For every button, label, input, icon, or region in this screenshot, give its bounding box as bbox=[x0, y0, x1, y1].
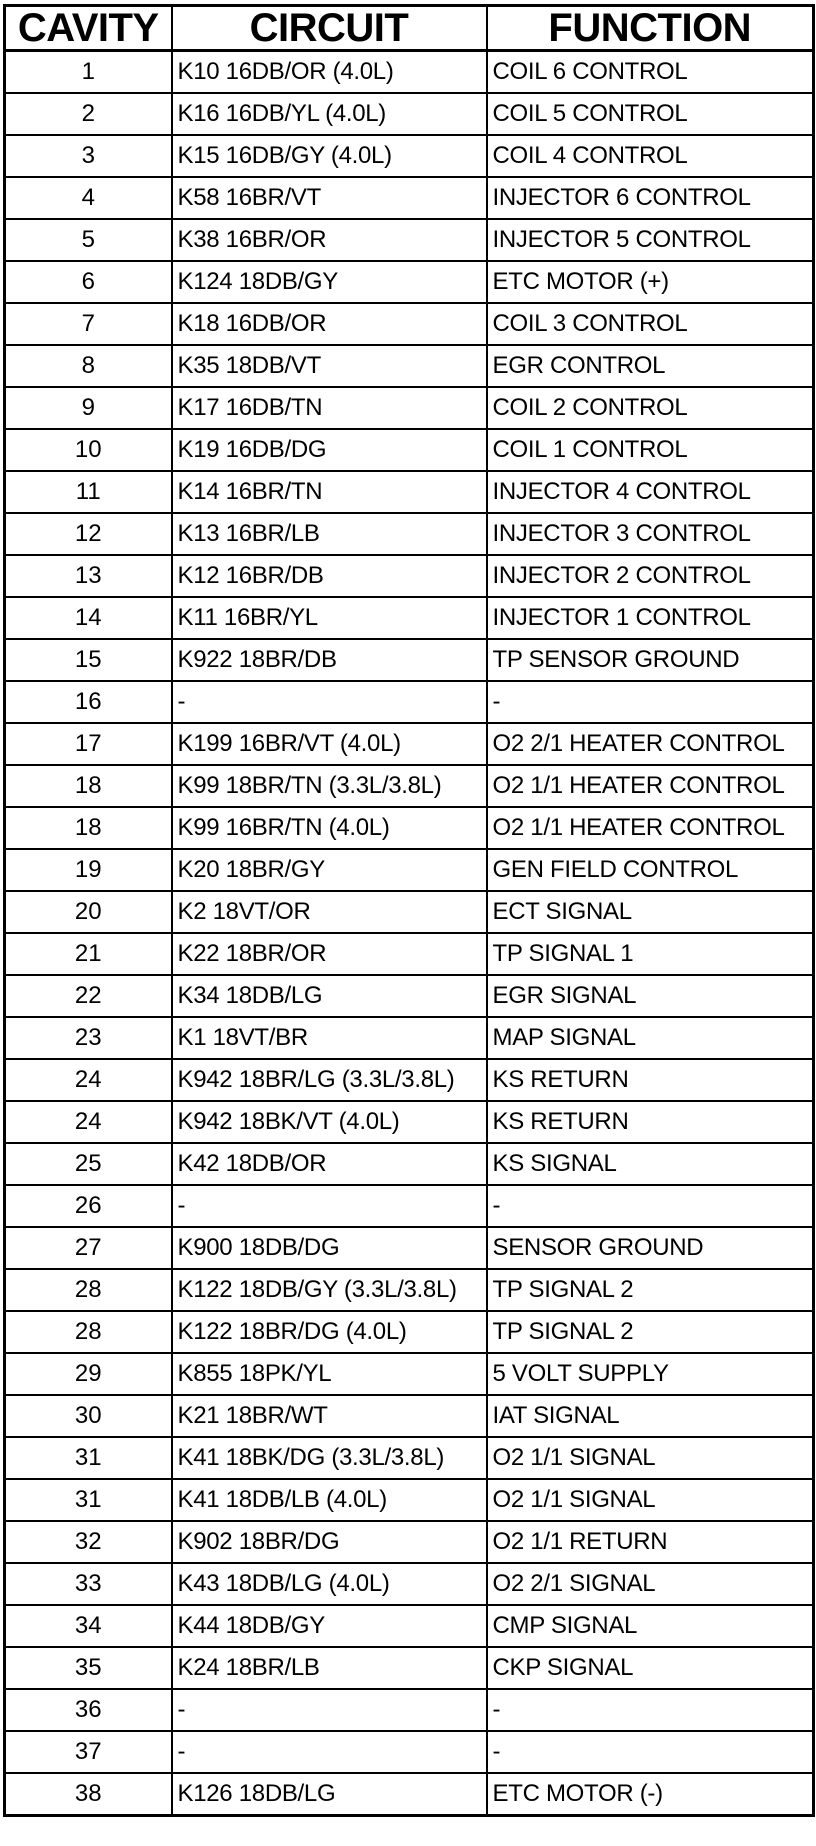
circuit-cell: K942 18BK/VT (4.0L) bbox=[172, 1101, 487, 1143]
function-cell: O2 1/1 HEATER CONTROL bbox=[487, 765, 814, 807]
circuit-cell: K19 16DB/DG bbox=[172, 429, 487, 471]
function-cell: ECT SIGNAL bbox=[487, 891, 814, 933]
function-cell: TP SIGNAL 2 bbox=[487, 1311, 814, 1353]
cavity-cell: 15 bbox=[5, 639, 172, 681]
cavity-cell: 31 bbox=[5, 1479, 172, 1521]
cavity-cell: 22 bbox=[5, 975, 172, 1017]
table-row bbox=[5, 1563, 814, 1605]
table-row bbox=[5, 807, 814, 849]
function-cell: INJECTOR 2 CONTROL bbox=[487, 555, 814, 597]
function-cell: COIL 4 CONTROL bbox=[487, 135, 814, 177]
table-row bbox=[5, 1017, 814, 1059]
table-row bbox=[5, 1101, 814, 1143]
circuit-cell: K855 18PK/YL bbox=[172, 1353, 487, 1395]
circuit-cell: K99 18BR/TN (3.3L/3.8L) bbox=[172, 765, 487, 807]
function-cell: IAT SIGNAL bbox=[487, 1395, 814, 1437]
function-cell: O2 2/1 SIGNAL bbox=[487, 1563, 814, 1605]
function-cell: O2 1/1 HEATER CONTROL bbox=[487, 807, 814, 849]
function-cell: EGR SIGNAL bbox=[487, 975, 814, 1017]
table-row bbox=[5, 1395, 814, 1437]
circuit-cell: - bbox=[172, 1689, 487, 1731]
cavity-cell: 28 bbox=[5, 1311, 172, 1353]
table-row bbox=[5, 1143, 814, 1185]
circuit-cell: K18 16DB/OR bbox=[172, 303, 487, 345]
circuit-cell: - bbox=[172, 681, 487, 723]
circuit-cell: K16 16DB/YL (4.0L) bbox=[172, 93, 487, 135]
table-row bbox=[5, 1185, 814, 1227]
cavity-cell: 1 bbox=[5, 51, 172, 94]
cavity-cell: 3 bbox=[5, 135, 172, 177]
table-row bbox=[5, 891, 814, 933]
cavity-column-header: CAVITY bbox=[5, 6, 172, 51]
cavity-cell: 29 bbox=[5, 1353, 172, 1395]
cavity-cell: 18 bbox=[5, 807, 172, 849]
cavity-cell: 27 bbox=[5, 1227, 172, 1269]
cavity-cell: 17 bbox=[5, 723, 172, 765]
circuit-cell: K21 18BR/WT bbox=[172, 1395, 487, 1437]
table-row bbox=[5, 555, 814, 597]
table-row bbox=[5, 1731, 814, 1773]
function-cell: - bbox=[487, 1689, 814, 1731]
circuit-cell: K922 18BR/DB bbox=[172, 639, 487, 681]
connector-pinout-sheet bbox=[3, 4, 812, 1817]
table-row bbox=[5, 135, 814, 177]
circuit-cell: K199 16BR/VT (4.0L) bbox=[172, 723, 487, 765]
table-row bbox=[5, 1605, 814, 1647]
cavity-cell: 12 bbox=[5, 513, 172, 555]
function-cell: COIL 5 CONTROL bbox=[487, 93, 814, 135]
circuit-cell: K11 16BR/YL bbox=[172, 597, 487, 639]
circuit-cell: K122 18DB/GY (3.3L/3.8L) bbox=[172, 1269, 487, 1311]
circuit-cell: K22 18BR/OR bbox=[172, 933, 487, 975]
circuit-cell: K1 18VT/BR bbox=[172, 1017, 487, 1059]
cavity-cell: 13 bbox=[5, 555, 172, 597]
table-row bbox=[5, 849, 814, 891]
cavity-cell: 19 bbox=[5, 849, 172, 891]
function-cell: INJECTOR 3 CONTROL bbox=[487, 513, 814, 555]
function-cell: TP SIGNAL 1 bbox=[487, 933, 814, 975]
circuit-cell: K20 18BR/GY bbox=[172, 849, 487, 891]
header-row bbox=[5, 6, 814, 51]
circuit-cell: K24 18BR/LB bbox=[172, 1647, 487, 1689]
function-cell: TP SENSOR GROUND bbox=[487, 639, 814, 681]
circuit-cell: K43 18DB/LG (4.0L) bbox=[172, 1563, 487, 1605]
table-row bbox=[5, 1059, 814, 1101]
table-row bbox=[5, 639, 814, 681]
function-cell: KS SIGNAL bbox=[487, 1143, 814, 1185]
table-row bbox=[5, 1311, 814, 1353]
table-row bbox=[5, 723, 814, 765]
circuit-cell: K10 16DB/OR (4.0L) bbox=[172, 51, 487, 94]
circuit-cell: K38 16BR/OR bbox=[172, 219, 487, 261]
function-cell: MAP SIGNAL bbox=[487, 1017, 814, 1059]
function-cell: TP SIGNAL 2 bbox=[487, 1269, 814, 1311]
function-cell: ETC MOTOR (+) bbox=[487, 261, 814, 303]
cavity-cell: 7 bbox=[5, 303, 172, 345]
cavity-cell: 20 bbox=[5, 891, 172, 933]
function-cell: GEN FIELD CONTROL bbox=[487, 849, 814, 891]
cavity-cell: 38 bbox=[5, 1773, 172, 1816]
cavity-cell: 24 bbox=[5, 1059, 172, 1101]
cavity-cell: 33 bbox=[5, 1563, 172, 1605]
table-row bbox=[5, 1521, 814, 1563]
circuit-cell: K12 16BR/DB bbox=[172, 555, 487, 597]
function-cell: CKP SIGNAL bbox=[487, 1647, 814, 1689]
cavity-cell: 5 bbox=[5, 219, 172, 261]
cavity-cell: 34 bbox=[5, 1605, 172, 1647]
table-row bbox=[5, 975, 814, 1017]
cavity-cell: 35 bbox=[5, 1647, 172, 1689]
circuit-cell: K17 16DB/TN bbox=[172, 387, 487, 429]
cavity-cell: 32 bbox=[5, 1521, 172, 1563]
function-cell: - bbox=[487, 681, 814, 723]
table-row bbox=[5, 1437, 814, 1479]
table-row bbox=[5, 513, 814, 555]
cavity-cell: 36 bbox=[5, 1689, 172, 1731]
circuit-cell: - bbox=[172, 1185, 487, 1227]
circuit-cell: K902 18BR/DG bbox=[172, 1521, 487, 1563]
circuit-cell: K126 18DB/LG bbox=[172, 1773, 487, 1816]
circuit-cell: K13 16BR/LB bbox=[172, 513, 487, 555]
circuit-cell: K41 18BK/DG (3.3L/3.8L) bbox=[172, 1437, 487, 1479]
table-row bbox=[5, 429, 814, 471]
function-cell: O2 2/1 HEATER CONTROL bbox=[487, 723, 814, 765]
function-cell: O2 1/1 RETURN bbox=[487, 1521, 814, 1563]
cavity-cell: 10 bbox=[5, 429, 172, 471]
function-cell: CMP SIGNAL bbox=[487, 1605, 814, 1647]
function-cell: INJECTOR 6 CONTROL bbox=[487, 177, 814, 219]
pinout-table bbox=[3, 4, 815, 1817]
cavity-cell: 11 bbox=[5, 471, 172, 513]
table-row bbox=[5, 1689, 814, 1731]
cavity-cell: 21 bbox=[5, 933, 172, 975]
table-row bbox=[5, 597, 814, 639]
table-row bbox=[5, 303, 814, 345]
circuit-cell: K99 16BR/TN (4.0L) bbox=[172, 807, 487, 849]
cavity-cell: 26 bbox=[5, 1185, 172, 1227]
function-cell: KS RETURN bbox=[487, 1059, 814, 1101]
cavity-cell: 8 bbox=[5, 345, 172, 387]
function-cell: INJECTOR 5 CONTROL bbox=[487, 219, 814, 261]
function-cell: - bbox=[487, 1185, 814, 1227]
circuit-cell: K122 18BR/DG (4.0L) bbox=[172, 1311, 487, 1353]
table-row bbox=[5, 1773, 814, 1816]
circuit-cell: K900 18DB/DG bbox=[172, 1227, 487, 1269]
circuit-cell: K34 18DB/LG bbox=[172, 975, 487, 1017]
table-row bbox=[5, 681, 814, 723]
table-row bbox=[5, 51, 814, 94]
table-row bbox=[5, 1269, 814, 1311]
cavity-cell: 30 bbox=[5, 1395, 172, 1437]
cavity-cell: 25 bbox=[5, 1143, 172, 1185]
cavity-cell: 31 bbox=[5, 1437, 172, 1479]
table-body bbox=[5, 51, 814, 1816]
function-cell: 5 VOLT SUPPLY bbox=[487, 1353, 814, 1395]
function-cell: O2 1/1 SIGNAL bbox=[487, 1437, 814, 1479]
cavity-cell: 37 bbox=[5, 1731, 172, 1773]
function-cell: KS RETURN bbox=[487, 1101, 814, 1143]
cavity-cell: 18 bbox=[5, 765, 172, 807]
circuit-cell: K15 16DB/GY (4.0L) bbox=[172, 135, 487, 177]
function-cell: SENSOR GROUND bbox=[487, 1227, 814, 1269]
cavity-cell: 2 bbox=[5, 93, 172, 135]
table-row bbox=[5, 765, 814, 807]
circuit-column-header: CIRCUIT bbox=[172, 6, 487, 51]
table-row bbox=[5, 219, 814, 261]
function-cell: COIL 6 CONTROL bbox=[487, 51, 814, 94]
function-cell: ETC MOTOR (-) bbox=[487, 1773, 814, 1816]
circuit-cell: K42 18DB/OR bbox=[172, 1143, 487, 1185]
cavity-cell: 23 bbox=[5, 1017, 172, 1059]
table-row bbox=[5, 1353, 814, 1395]
cavity-cell: 14 bbox=[5, 597, 172, 639]
circuit-cell: K124 18DB/GY bbox=[172, 261, 487, 303]
cavity-cell: 16 bbox=[5, 681, 172, 723]
circuit-cell: K44 18DB/GY bbox=[172, 1605, 487, 1647]
table-row bbox=[5, 261, 814, 303]
circuit-cell: K942 18BR/LG (3.3L/3.8L) bbox=[172, 1059, 487, 1101]
cavity-cell: 24 bbox=[5, 1101, 172, 1143]
table-row bbox=[5, 1479, 814, 1521]
circuit-cell: - bbox=[172, 1731, 487, 1773]
circuit-cell: K58 16BR/VT bbox=[172, 177, 487, 219]
cavity-cell: 4 bbox=[5, 177, 172, 219]
function-cell: COIL 1 CONTROL bbox=[487, 429, 814, 471]
function-column-header: FUNCTION bbox=[487, 6, 814, 51]
table-row bbox=[5, 471, 814, 513]
function-cell: INJECTOR 1 CONTROL bbox=[487, 597, 814, 639]
function-cell: O2 1/1 SIGNAL bbox=[487, 1479, 814, 1521]
circuit-cell: K14 16BR/TN bbox=[172, 471, 487, 513]
circuit-cell: K35 18DB/VT bbox=[172, 345, 487, 387]
circuit-cell: K2 18VT/OR bbox=[172, 891, 487, 933]
function-cell: - bbox=[487, 1731, 814, 1773]
cavity-cell: 9 bbox=[5, 387, 172, 429]
function-cell: INJECTOR 4 CONTROL bbox=[487, 471, 814, 513]
table-row bbox=[5, 1227, 814, 1269]
table-row bbox=[5, 1647, 814, 1689]
table-row bbox=[5, 345, 814, 387]
circuit-cell: K41 18DB/LB (4.0L) bbox=[172, 1479, 487, 1521]
cavity-cell: 6 bbox=[5, 261, 172, 303]
table-header bbox=[5, 6, 814, 51]
function-cell: COIL 3 CONTROL bbox=[487, 303, 814, 345]
table-row bbox=[5, 387, 814, 429]
table-row bbox=[5, 933, 814, 975]
function-cell: EGR CONTROL bbox=[487, 345, 814, 387]
function-cell: COIL 2 CONTROL bbox=[487, 387, 814, 429]
cavity-cell: 28 bbox=[5, 1269, 172, 1311]
table-row bbox=[5, 177, 814, 219]
table-row bbox=[5, 93, 814, 135]
